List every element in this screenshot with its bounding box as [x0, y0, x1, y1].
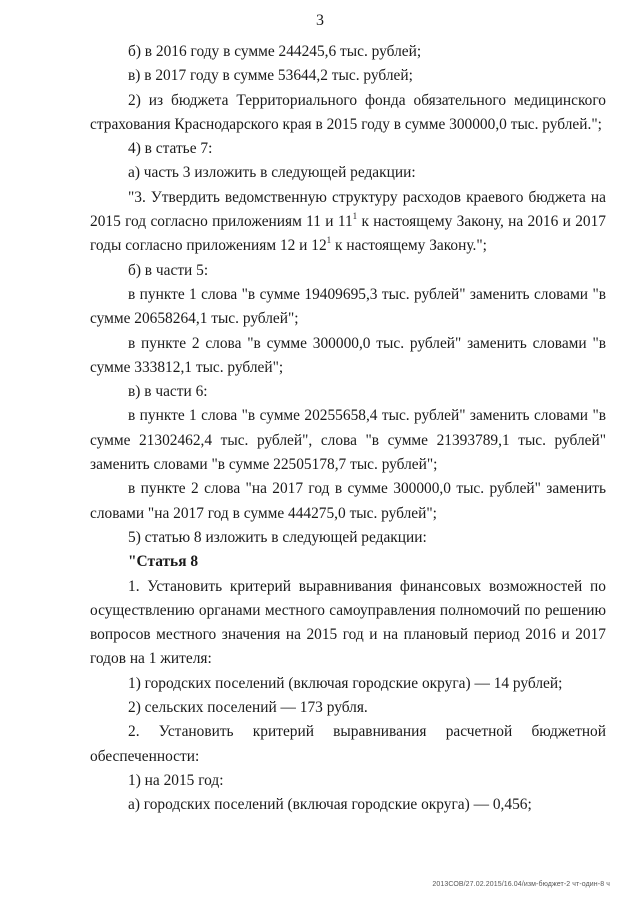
paragraph: б) в 2016 году в сумме 244245,6 тыс. рублей;	[128, 43, 422, 60]
document-body	[90, 40, 606, 818]
paragraph: а) городских поселений (включая городские округа) — 0,456;	[128, 796, 532, 814]
paragraph: в пункте 2 слова "в сумме 300000,0 тыс. рублей" заменить словами "в сумме 333812,1 тыс. рублей";	[90, 334, 606, 376]
paragraph: в пункте 1 слова "в сумме 19409695,3 тыс. рублей" заменить словами "в сумме 20658264,1 тыс. рублей";	[90, 285, 606, 328]
paragraph: 1) на 2015 год:	[128, 771, 224, 789]
paragraph: в пункте 2 слова "на 2017 год в сумме 300000,0 тыс. рублей" заменить словами "на 2017 год в сумме 444275,0 тыс. рублей";	[90, 480, 606, 522]
paragraph: 2) из бюджета Территориального фонда обязательного медицинского страхования Краснодарского края в 2015 году в сумме 300000,0 тыс. рублей.";	[90, 91, 606, 133]
page-number: 3	[316, 12, 324, 29]
paragraph: б) в части 5:	[128, 261, 209, 279]
article7-text-part3: к настоящему Закону.";	[331, 237, 487, 255]
paragraph: в) в 2017 году в сумме 53644,2 тыс. рублей;	[128, 67, 413, 85]
paragraph: а) часть 3 изложить в следующей редакции:	[128, 164, 416, 182]
article7-text-part2: к настоящему Закону, на 2016 и 2017 годы согласно приложениям 12 и 12	[90, 213, 606, 255]
paragraph: 2. Установить критерий выравнивания расчетной бюджетной обеспеченности:	[90, 723, 606, 765]
paragraph: в пункте 1 слова "в сумме 20255658,4 тыс. рублей" заменить словами "в сумме 21302462,4 тыс. рублей", слова "в сумме 21393789,1 тыс. рублей" заменить словами "в сумме 22505178,7 тыс. рублей";	[90, 407, 606, 474]
article7-part3-paragraph	[90, 186, 606, 259]
paragraph: 5) статью 8 изложить в следующей редакции:	[128, 528, 427, 546]
article-heading: "Статья 8	[128, 553, 199, 571]
paragraph: в) в части 6:	[128, 383, 208, 401]
article7-text-part1: "3. Утвердить ведомственную структуру расходов краевого бюджета на 2015 год согласно приложениям 11 и 11	[90, 188, 606, 231]
paragraph: 4) в статье 7:	[128, 140, 213, 158]
paragraph: 2) сельских поселений — 173 рубля.	[128, 699, 368, 717]
superscript: 1	[352, 210, 358, 221]
superscript: 1	[326, 235, 332, 246]
paragraph: 1) городских поселений (включая городские округа) — 14 рублей;	[128, 674, 563, 692]
footer-file-reference: 2013СОВ/27.02.2015/16.04/изм-бюджет-2 чт-один-8 ч	[432, 881, 610, 888]
paragraph: 1. Установить критерий выравнивания финансовых возможностей по осуществлению органами местного самоуправления полномочий по решению вопросов местного значения на 2015 год и на плановый период 2016 и 2017 годов на 1 жителя:	[90, 577, 606, 668]
